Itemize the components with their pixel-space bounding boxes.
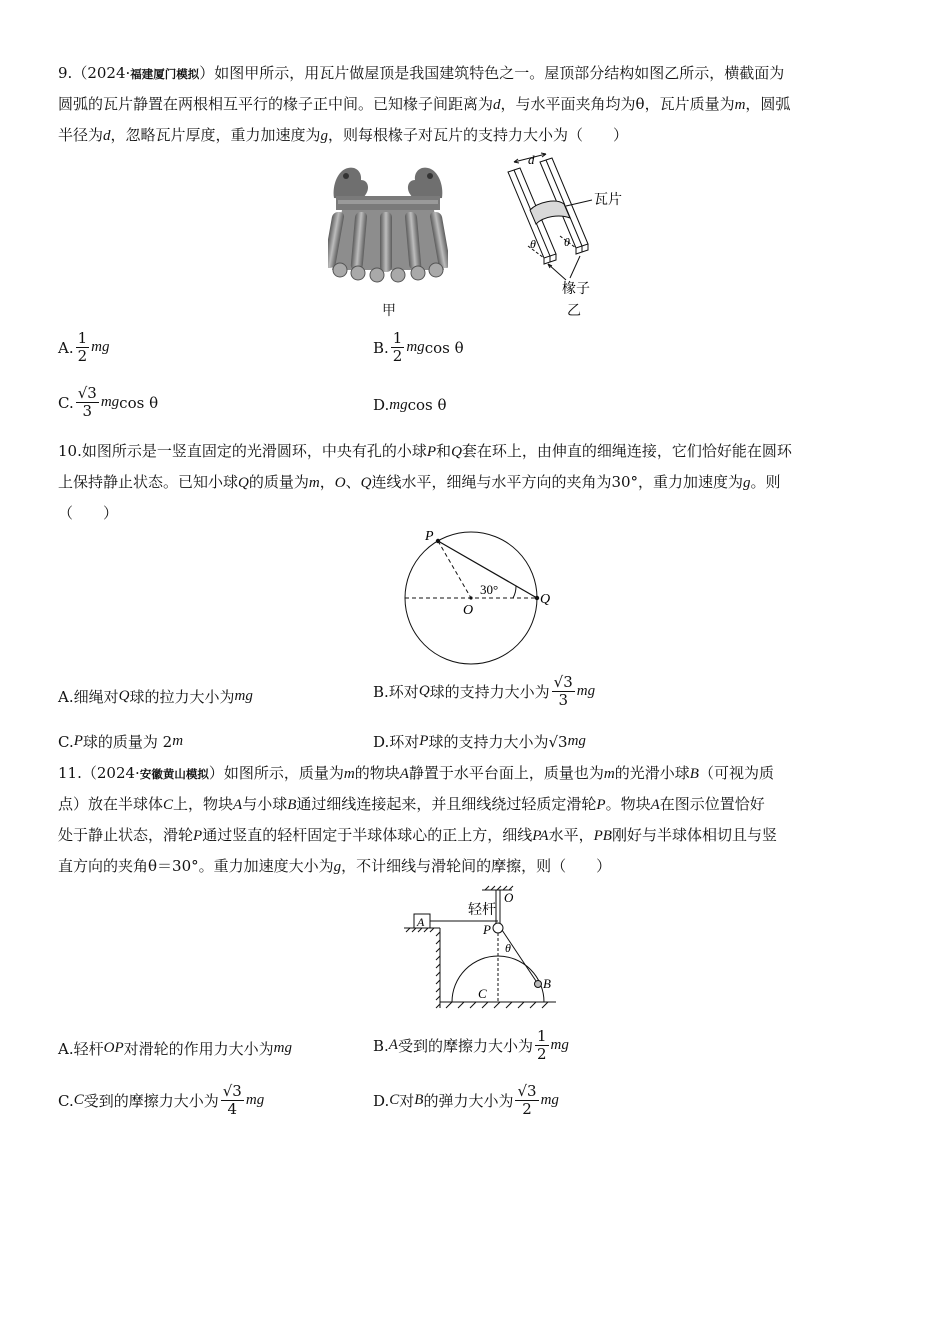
q10-option-a[interactable]: A. 细绳对 Q 球的拉力大小为 mg xyxy=(58,687,253,706)
q11-figure-pulley xyxy=(400,884,570,1014)
q10-figure-ring xyxy=(395,528,555,683)
q11-fig-B-label: B xyxy=(543,976,551,991)
q11-fig-A-label: A xyxy=(417,915,425,929)
q11-option-a[interactable]: A. 轻杆 OP 对滑轮的作用力大小为 mg xyxy=(58,1039,292,1058)
q10-fig-P-label: P xyxy=(425,529,434,544)
q10-option-d[interactable]: D. 环对 P 球的支持力大小为 √3 mg xyxy=(373,732,586,751)
q11-line-1: 11.（2024·安徽黄山模拟）如图所示，质量为m的物块A静置于水平台面上，质量也为m的光滑小球B（可视为质 xyxy=(58,764,774,782)
q11-line-3: 处于静止状态，滑轮P通过竖直的轻杆固定于半球体球心的正上方，细线PA水平，PB刚好与半球体相切且与竖 xyxy=(58,826,777,844)
q9-fig-tile-label: 瓦片 xyxy=(594,193,622,208)
q10-line-1: 10.如图所示是一竖直固定的光滑圆环，中央有孔的小球P和Q套在环上，由伸直的细绳连接，它们恰好能在圆环 xyxy=(58,442,792,460)
q11-option-d[interactable]: D. C 对 B 的弹力大小为 $\frac{√3}{2}$ mg xyxy=(373,1082,559,1118)
q9-option-d[interactable]: D. mg cos θ xyxy=(373,396,447,414)
q10-stem xyxy=(58,436,888,528)
q10-fig-angle-label: 30° xyxy=(480,582,499,597)
q9-line-2: 圆弧的瓦片静置在两根相互平行的椽子正中间。已知椽子间距离为d，与水平面夹角均为θ，瓦片质量为m，圆弧 xyxy=(58,95,791,113)
q9-fig-d-label: d xyxy=(528,152,535,167)
q11-fig-rod-label: 轻杆 xyxy=(468,903,496,918)
q11-option-c[interactable]: C. C 受到的摩擦力大小为 $\frac{√3}{4}$ mg xyxy=(58,1082,265,1118)
q9-fig-rafter-label: 椽子 xyxy=(562,282,590,297)
q9-figure-rafter-diagram xyxy=(500,150,630,300)
q10-fig-O-label: O xyxy=(463,603,474,618)
q9-stem xyxy=(58,58,888,151)
q11-line-4: 直方向的夹角θ＝30°。重力加速度大小为g，不计细线与滑轮间的摩擦，则（ ） xyxy=(58,857,612,875)
q10-option-c[interactable]: C. P 球的质量为 2 m xyxy=(58,732,184,751)
q11-line-2: 点）放在半球体C上，物块A与小球B通过细线连接起来，并且细线绕过轻质定滑轮P。物块A在图示位置恰好 xyxy=(58,795,765,813)
q9-fig-theta-right: θ xyxy=(564,235,570,249)
q9-figure-left-caption: 甲 xyxy=(382,303,396,319)
q9-figure-right-caption: 乙 xyxy=(567,303,581,319)
q10-line-2: 上保持静止状态。已知小球Q的质量为m，O、Q连线水平，细绳与水平方向的夹角为30°，重力加速度为g。则 xyxy=(58,473,781,491)
q9-figure-roof-photo xyxy=(328,160,448,285)
q10-option-b[interactable]: B. 环对 Q 球的支持力大小为 $\frac{√3}{3}$ mg xyxy=(373,673,596,709)
q11-stem xyxy=(58,758,888,882)
q10-line-3: （ ） xyxy=(58,504,119,522)
q9-option-c[interactable]: C. $\frac{√3}{3}$ mg cos θ xyxy=(58,384,159,420)
q11-option-b[interactable]: B. A 受到的摩擦力大小为 $\frac{1}{2}$ mg xyxy=(373,1027,569,1063)
q11-fig-theta-label: θ xyxy=(505,941,511,955)
q10-fig-Q-label: Q xyxy=(540,592,551,607)
q9-option-a[interactable]: A. $\frac{1}{2}$ mg xyxy=(58,329,110,365)
q9-fig-theta-left: θ xyxy=(530,237,536,251)
q11-fig-C-label: C xyxy=(478,986,487,1001)
q11-fig-P-label: P xyxy=(483,922,491,937)
q9-source-tag: 福建厦门模拟 xyxy=(130,67,200,81)
q11-fig-O-label: O xyxy=(504,890,514,905)
q11-source-tag: 安徽黄山模拟 xyxy=(139,767,209,781)
q9-option-b[interactable]: B. $\frac{1}{2}$ mg cos θ xyxy=(373,329,464,365)
q9-line-1: 9.（2024·福建厦门模拟）如图甲所示，用瓦片做屋顶是我国建筑特色之一。屋顶部分结构如图乙所示，横截面为 xyxy=(58,64,785,82)
q9-line-3: 半径为d，忽略瓦片厚度，重力加速度为g，则每根椽子对瓦片的支持力大小为（ ） xyxy=(58,126,629,144)
